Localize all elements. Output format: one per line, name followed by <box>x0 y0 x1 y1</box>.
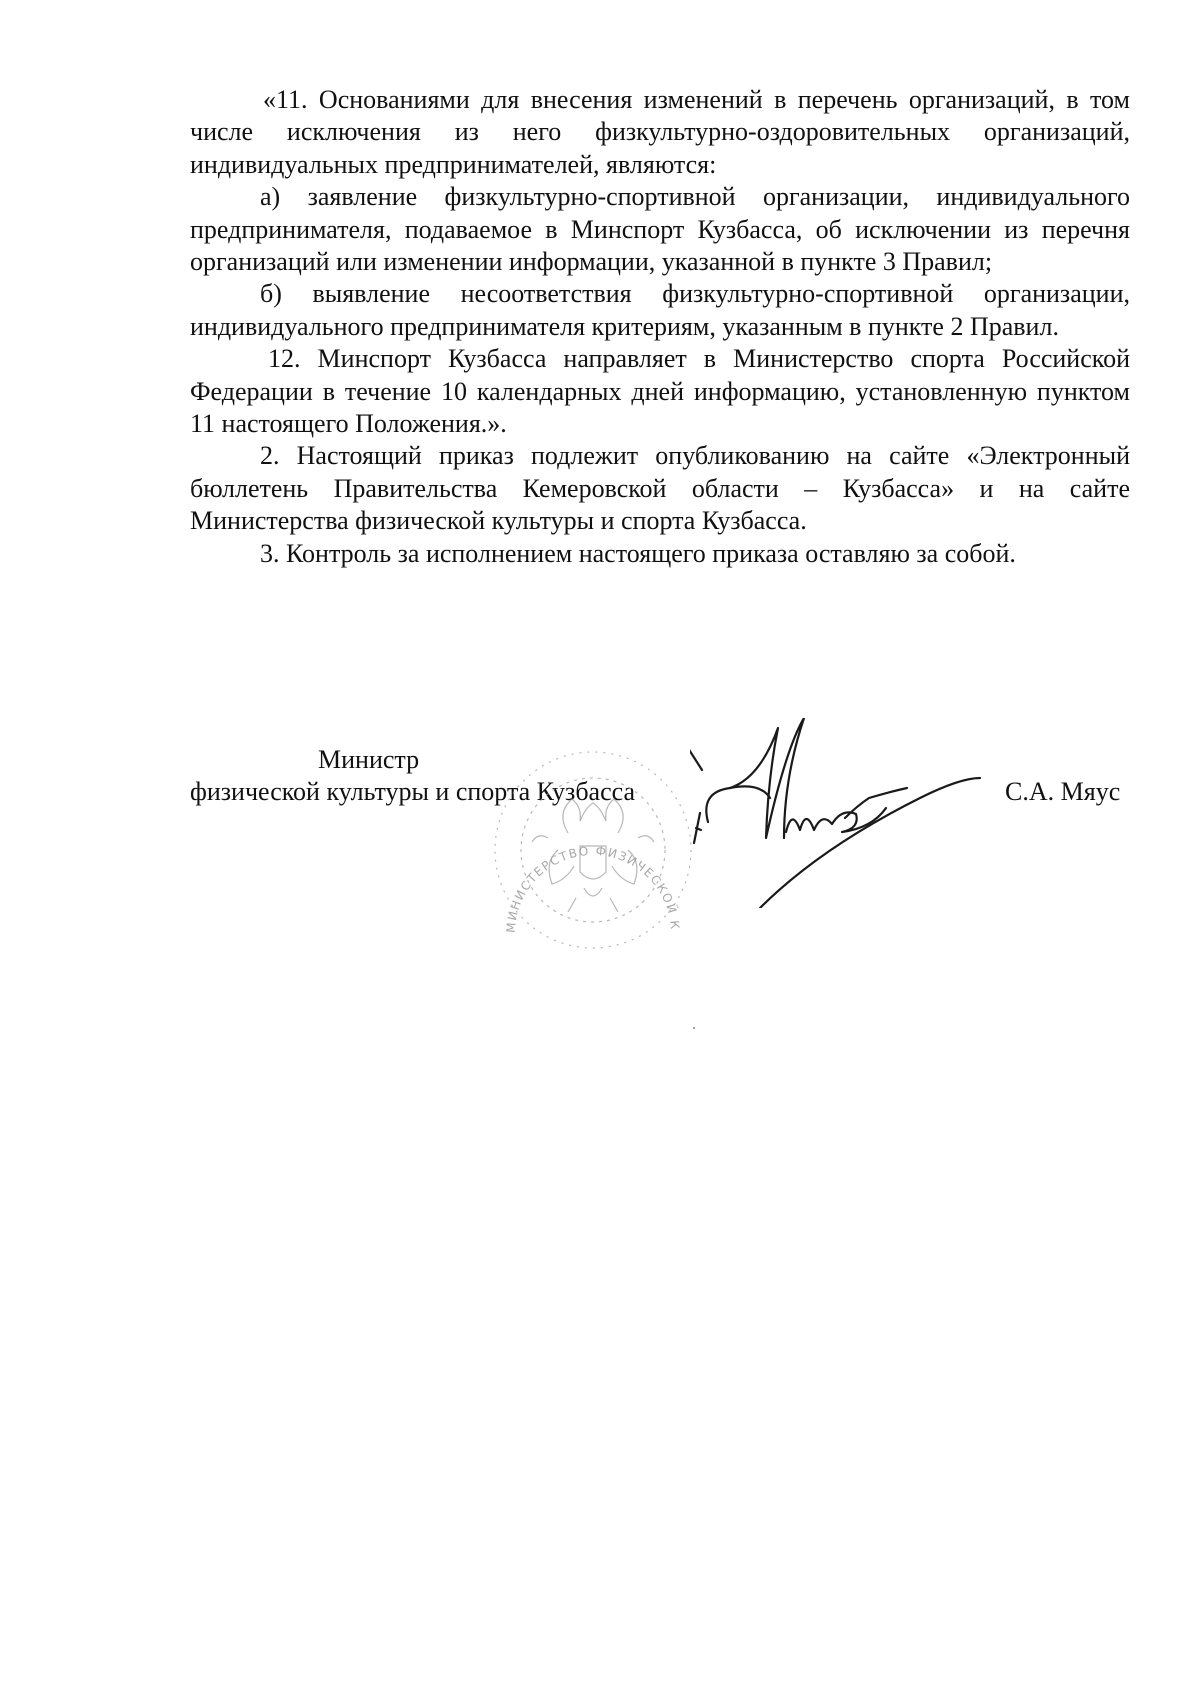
scan-speck <box>693 1027 695 1029</box>
paragraph-subpoint-b: б) выявление несоответствия физкультурно-спортивной организации, индивидуального предпринимателя критериям, указанным в пункте 2 Правил. <box>190 279 1130 341</box>
paragraph-subpoint-a: а) заявление физкультурно-спортивной организации, индивидуального предпринимателя, подаваемое в Минспорт Кузбасса, об исключении из перечня организаций или изменении информации, указанной в пункте 3 Правил; <box>190 182 1130 277</box>
svg-text:МИНИСТЕРСТВО ФИЗИЧЕСКОЙ КУЛЬТУ <box>488 738 682 933</box>
paragraph-point-11: «11. Основаниями для внесения изменений в перечень организаций, в том числе исключения из него физкультурно-оздоровительных организаций, индивидуальных предпринимателей, являются: <box>190 85 1130 179</box>
paragraph-point-12: 12. Минспорт Кузбасса направляет в Министерство спорта Российской Федерации в течение 10 календарных дней информацию, установленную пунктом 11 настоящего Положения.». <box>190 344 1130 439</box>
document-body <box>190 84 1130 570</box>
coat-of-arms-icon <box>488 738 698 963</box>
official-stamp <box>488 738 698 963</box>
paragraph-point-3: 3. Контроль за исполнением настоящего приказа оставляю за собой. <box>260 538 1016 568</box>
handwritten-signature <box>690 718 990 908</box>
signatory-name: С.А. Мяус <box>1005 777 1121 806</box>
signatory-department: физической культуры и спорта Кузбасса <box>190 777 636 806</box>
signatory-position: Министр <box>318 745 420 774</box>
paragraph-point-2: 2. Настоящий приказ подлежит опубликованию на сайте «Электронный бюллетень Правительства Кемеровской области – Кузбасса» и на сайте Министерства физической культуры и спорта Кузбасса. <box>190 441 1130 536</box>
stamp-text: МИНИСТЕРСТВО ФИЗИЧЕСКОЙ К <box>503 843 683 934</box>
